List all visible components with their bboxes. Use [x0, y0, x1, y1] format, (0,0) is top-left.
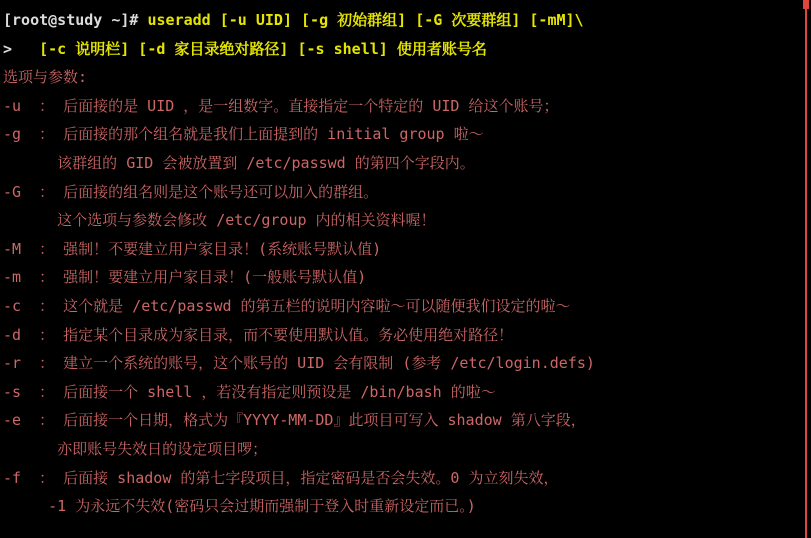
option-line-s: -s ： 后面接一个 shell ，若没有指定则预设是 /bin/bash 的啦～ [3, 382, 496, 401]
option-line-d: -d ： 指定某个目录成为家目录，而不要使用默认值。务必使用绝对路径！ [3, 325, 514, 344]
scrollbar[interactable] [805, 0, 807, 538]
option-line-cap-m: -M ： 强制！不要建立用户家目录！(系统账号默认值) [3, 239, 382, 258]
option-line-m: -m ： 强制！要建立用户家目录！(一般账号默认值) [3, 268, 367, 287]
option-line-e-cont: 亦即账号失效日的设定项目啰； [3, 439, 268, 458]
shell-prompt-line [3, 6, 799, 35]
shell-prompt: [root@study ~]# [3, 11, 148, 29]
useradd-command-args: [-c 说明栏] [-d 家目录绝对路径] [-s shell] 使用者账号名 [39, 39, 487, 58]
useradd-command: useradd [-u UID] [-g 初始群组] [-G 次要群组] [-mM]\ [147, 11, 584, 29]
scrollbar-thumb[interactable] [803, 0, 809, 9]
command-continuation-line [3, 35, 799, 64]
option-line-u: -u ： 后面接的是 UID ，是一组数字。直接指定一个特定的 UID 给这个账号； [3, 96, 559, 115]
option-line-g-cont: 该群组的 GID 会被放置到 /etc/passwd 的第四个字段内。 [3, 153, 475, 172]
option-line-f-cont: -1 为永远不失效(密码只会过期而强制于登入时重新设定而已。) [3, 497, 476, 516]
terminal-output [3, 6, 799, 521]
option-line-e: -e ： 后面接一个日期，格式为『YYYY-MM-DD』此项目可写入 shadow 第八字段， [3, 411, 586, 430]
option-line-cap-g: -G ： 后面接的组名则是这个账号还可以加入的群组。 [3, 182, 379, 201]
option-line-g: -g ： 后面接的那个组名就是我们上面提到的 initial group 啦～ [3, 125, 484, 144]
option-line-f: -f ： 后面接 shadow 的第七字段项目，指定密码是否会失效。0 为立刻失效， [3, 468, 559, 487]
option-line-cap-g-cont: 这个选项与参数会修改 /etc/group 内的相关资料喔！ [3, 211, 436, 230]
option-line-r: -r ： 建立一个系统的账号，这个账号的 UID 会有限制 (参考 /etc/login.defs) [3, 354, 595, 373]
continuation-prompt: > [3, 39, 40, 58]
options-header: 选项与参数: [3, 68, 88, 87]
option-line-c: -c ： 这个就是 /etc/passwd 的第五栏的说明内容啦～可以随便我们设定的啦～ [3, 296, 571, 315]
